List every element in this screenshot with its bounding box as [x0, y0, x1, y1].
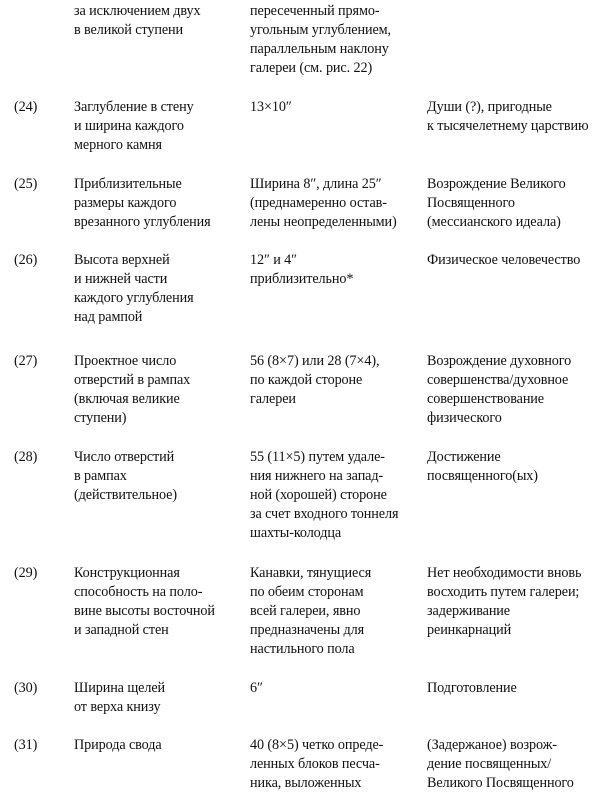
row-25-parameter: Приблизительные размеры каждого врезанного углубления	[74, 176, 211, 230]
row-28-value: 55 (11×5) путем удале- ния нижнего на запад- ной (хорошей) стороне за счет входного тоннеля шахты-колодца	[250, 449, 399, 541]
row-26-number: (26)	[14, 252, 38, 268]
row-28-number: (28)	[14, 449, 38, 465]
row-0-parameter: за исключением двух в великой ступени	[74, 3, 201, 38]
row-28-meaning: Достижение посвященного(ых)	[427, 449, 538, 484]
row-30-meaning: Подготовление	[427, 680, 517, 696]
row-31-number: (31)	[14, 737, 38, 753]
row-27-meaning: Возрождение духовного совершенства/духовное совершенствование физического	[427, 353, 572, 426]
row-29-value: Канавки, тянущиеся по обеим сторонам всей галереи, явно предназначены для настильного пола	[250, 565, 372, 657]
row-26-parameter: Высота верхней и нижней части каждого углубления над рампой	[74, 252, 194, 325]
row-31-value: 40 (8×5) четко опреде- ленных блоков песча- ника, выложенных	[250, 737, 384, 791]
row-29-parameter: Конструкционная способность на поло- вине высоты восточной и западной стен	[74, 565, 215, 638]
row-30-parameter: Ширина щелей от верха книзу	[74, 680, 166, 715]
row-31-meaning: (Задержаное) возрож- дение посвященных/ Великого Посвященного	[427, 737, 574, 791]
row-27-number: (27)	[14, 353, 38, 369]
row-24-value: 13×10″	[250, 99, 292, 115]
row-27-parameter: Проектное число отверстий в рампах (включая великие ступени)	[74, 353, 191, 426]
row-0-value: пересеченный прямо- угольным углублением, параллельным наклону галереи (см. рис. 22)	[250, 3, 391, 76]
row-29-number: (29)	[14, 565, 38, 581]
row-31-parameter: Природа свода	[74, 737, 162, 753]
row-28-parameter: Число отверстий в рампах (действительное)	[74, 449, 177, 503]
row-25-value: Ширина 8″, длина 25″ (преднамеренно остав- лены неопределенными)	[250, 176, 397, 230]
row-24-number: (24)	[14, 99, 38, 115]
row-30-number: (30)	[14, 680, 38, 696]
row-27-value: 56 (8×7) или 28 (7×4), по каждой стороне галереи	[250, 353, 380, 407]
row-26-meaning: Физическое человечество	[427, 252, 581, 268]
row-24-meaning: Души (?), пригодные к тысячелетнему царствию	[427, 99, 589, 134]
row-25-number: (25)	[14, 176, 38, 192]
row-25-meaning: Возрождение Великого Посвященного (мессианского идеала)	[427, 176, 566, 230]
row-29-meaning: Нет необходимости вновь восходить путем галереи; задерживание реинкарнаций	[427, 565, 582, 638]
row-26-value: 12″ и 4″ приблизительно*	[250, 252, 354, 287]
row-30-value: 6″	[250, 680, 263, 696]
row-24-parameter: Заглубление в стену и ширина каждого мерного камня	[74, 99, 194, 153]
